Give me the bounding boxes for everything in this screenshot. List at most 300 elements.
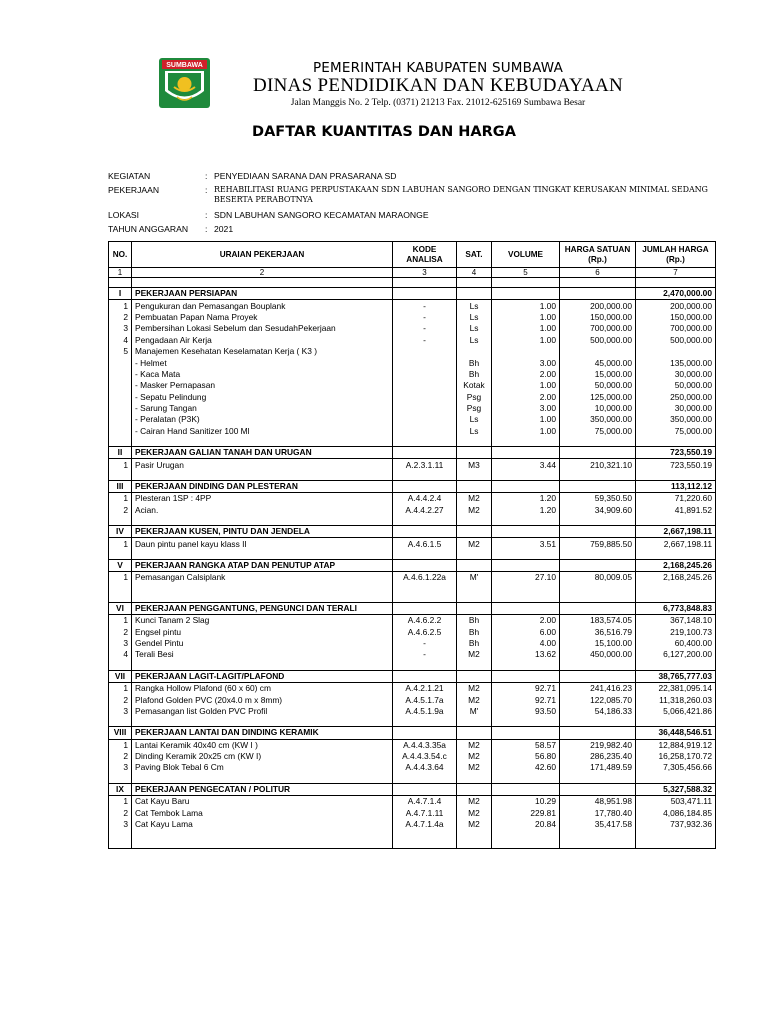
- item-code: A.4.5.1.7a: [393, 694, 457, 705]
- empty-cell: [393, 447, 457, 459]
- empty-cell: [132, 774, 393, 784]
- item-unit-price: 54,186.33: [560, 706, 636, 717]
- empty-cell: [132, 830, 393, 839]
- empty-cell: [457, 727, 492, 739]
- empty-cell: [492, 593, 560, 603]
- empty-cell: [636, 717, 716, 727]
- table-row: [109, 459, 716, 471]
- item-total: 2,667,198.11: [636, 538, 716, 550]
- column-number: 7: [636, 268, 716, 278]
- item-total: 150,000.00: [636, 312, 716, 323]
- item-code: A.4.4.2.27: [393, 505, 457, 516]
- column-header: JUMLAH HARGA (Rp.): [636, 242, 716, 268]
- empty-cell: [132, 717, 393, 727]
- item-description: Manajemen Kesehatan Keselamatan Kerja ( K3 ): [132, 346, 393, 357]
- table-spacer-row: [109, 830, 716, 839]
- column-header: URAIAN PEKERJAAN: [132, 242, 393, 268]
- table-spacer-row: [109, 839, 716, 849]
- table-row: [109, 751, 716, 762]
- item-total: 30,000.00: [636, 369, 716, 380]
- empty-cell: [560, 727, 636, 739]
- item-description: Pembuatan Papan Nama Proyek: [132, 312, 393, 323]
- empty-cell: [492, 559, 560, 571]
- item-code: [393, 403, 457, 414]
- table-header-row: [109, 242, 716, 268]
- section-row: [109, 783, 716, 795]
- empty-cell: [393, 526, 457, 538]
- empty-cell: [560, 516, 636, 526]
- section-row: [109, 602, 716, 614]
- item-volume: 10.29: [492, 796, 560, 808]
- empty-cell: [393, 288, 457, 300]
- table-spacer-row: [109, 516, 716, 526]
- item-number: 3: [109, 706, 132, 717]
- item-volume: 2.00: [492, 369, 560, 380]
- table-row: [109, 638, 716, 649]
- item-total: 367,148.10: [636, 614, 716, 626]
- item-unit-price: 50,000.00: [560, 380, 636, 391]
- item-unit-price: 183,574.05: [560, 614, 636, 626]
- empty-cell: [132, 437, 393, 447]
- item-code: -: [393, 312, 457, 323]
- section-row: [109, 288, 716, 300]
- empty-cell: [636, 471, 716, 481]
- empty-cell: [109, 661, 132, 671]
- section-number: III: [109, 480, 132, 492]
- empty-cell: [457, 593, 492, 603]
- table-row: [109, 346, 716, 357]
- empty-cell: [560, 288, 636, 300]
- item-description: - Masker Pernapasan: [132, 380, 393, 391]
- empty-cell: [636, 437, 716, 447]
- item-unit: Ls: [457, 312, 492, 323]
- item-unit-price: 150,000.00: [560, 312, 636, 323]
- section-row: [109, 526, 716, 538]
- section-total: 2,667,198.11: [636, 526, 716, 538]
- empty-cell: [393, 480, 457, 492]
- empty-cell: [492, 288, 560, 300]
- empty-cell: [492, 278, 560, 288]
- empty-cell: [560, 661, 636, 671]
- table-row: [109, 493, 716, 505]
- empty-cell: [492, 830, 560, 839]
- item-number: [109, 369, 132, 380]
- empty-cell: [492, 839, 560, 849]
- item-volume: 93.50: [492, 706, 560, 717]
- empty-cell: [636, 278, 716, 288]
- table-row: [109, 739, 716, 751]
- empty-cell: [457, 288, 492, 300]
- empty-cell: [109, 550, 132, 560]
- item-unit-price: 48,951.98: [560, 796, 636, 808]
- item-unit: Ls: [457, 414, 492, 425]
- item-unit: M2: [457, 493, 492, 505]
- item-volume: 27.10: [492, 572, 560, 584]
- table-spacer-row: [109, 584, 716, 593]
- item-total: [636, 346, 716, 357]
- item-number: 2: [109, 312, 132, 323]
- info-tahun: [108, 224, 728, 238]
- item-unit-price: 34,909.60: [560, 505, 636, 516]
- column-number: 4: [457, 268, 492, 278]
- item-code: [393, 369, 457, 380]
- item-volume: 1.00: [492, 335, 560, 346]
- empty-cell: [393, 584, 457, 593]
- item-description: Dinding Keramik 20x25 cm (KW I): [132, 751, 393, 762]
- empty-cell: [636, 661, 716, 671]
- table-row: [109, 392, 716, 403]
- empty-cell: [636, 774, 716, 784]
- item-total: 6,127,200.00: [636, 649, 716, 660]
- item-unit: M2: [457, 807, 492, 818]
- empty-cell: [560, 447, 636, 459]
- item-unit: Ls: [457, 323, 492, 334]
- empty-cell: [492, 550, 560, 560]
- empty-cell: [393, 516, 457, 526]
- item-total: 11,318,260.03: [636, 694, 716, 705]
- info-lokasi: [108, 210, 728, 224]
- empty-cell: [636, 584, 716, 593]
- item-total: 7,305,456.66: [636, 762, 716, 773]
- empty-cell: [492, 602, 560, 614]
- table-spacer-row: [109, 278, 716, 288]
- item-volume: 3.51: [492, 538, 560, 550]
- empty-cell: [457, 480, 492, 492]
- item-unit: Bh: [457, 357, 492, 368]
- item-total: 41,891.52: [636, 505, 716, 516]
- item-unit: M2: [457, 819, 492, 830]
- empty-cell: [560, 471, 636, 481]
- project-info: [108, 171, 728, 238]
- table-row: [109, 426, 716, 437]
- item-unit-price: 122,085.70: [560, 694, 636, 705]
- empty-cell: [109, 839, 132, 849]
- empty-cell: [457, 550, 492, 560]
- item-total: 219,100.73: [636, 626, 716, 637]
- info-label: PEKERJAAN: [108, 185, 160, 195]
- item-volume: 229.81: [492, 807, 560, 818]
- empty-cell: [457, 278, 492, 288]
- section-title: PEKERJAAN PENGECATAN / POLITUR: [132, 783, 393, 795]
- agency-address: Jalan Manggis No. 2 Telp. (0371) 21213 Fax. 21012-625169 Sumbawa Besar: [290, 98, 586, 108]
- info-label: KEGIATAN: [108, 171, 151, 181]
- empty-cell: [457, 774, 492, 784]
- empty-cell: [492, 783, 560, 795]
- item-volume: 6.00: [492, 626, 560, 637]
- info-value: 2021: [214, 224, 234, 234]
- empty-cell: [132, 550, 393, 560]
- empty-cell: [560, 839, 636, 849]
- empty-cell: [636, 830, 716, 839]
- section-total: 723,550.19: [636, 447, 716, 459]
- item-code: -: [393, 335, 457, 346]
- item-total: 12,884,919.12: [636, 739, 716, 751]
- item-code: A.4.6.2.2: [393, 614, 457, 626]
- table-row: [109, 694, 716, 705]
- item-total: 75,000.00: [636, 426, 716, 437]
- empty-cell: [636, 516, 716, 526]
- item-number: 1: [109, 572, 132, 584]
- item-number: 2: [109, 807, 132, 818]
- item-number: [109, 414, 132, 425]
- item-volume: 1.00: [492, 426, 560, 437]
- item-code: [393, 357, 457, 368]
- item-unit: Bh: [457, 369, 492, 380]
- empty-cell: [457, 783, 492, 795]
- section-number: VIII: [109, 727, 132, 739]
- empty-cell: [636, 593, 716, 603]
- empty-cell: [132, 584, 393, 593]
- column-header: HARGA SATUAN (Rp.): [560, 242, 636, 268]
- item-total: 5,066,421.86: [636, 706, 716, 717]
- item-unit: Kotak: [457, 380, 492, 391]
- item-volume: 4.00: [492, 638, 560, 649]
- item-unit-price: 35,417.58: [560, 819, 636, 830]
- empty-cell: [560, 480, 636, 492]
- item-total: 2,168,245.26: [636, 572, 716, 584]
- empty-cell: [560, 602, 636, 614]
- item-unit-price: 210,321.10: [560, 459, 636, 471]
- table-spacer-row: [109, 717, 716, 727]
- item-description: Paving Blok Tebal 6 Cm: [132, 762, 393, 773]
- empty-cell: [560, 278, 636, 288]
- table-row: [109, 819, 716, 830]
- column-number: 2: [132, 268, 393, 278]
- item-unit: M2: [457, 505, 492, 516]
- empty-cell: [457, 602, 492, 614]
- table-spacer-row: [109, 550, 716, 560]
- item-code: [393, 346, 457, 357]
- item-volume: 3.00: [492, 403, 560, 414]
- item-unit: Bh: [457, 638, 492, 649]
- info-colon: :: [205, 210, 208, 220]
- column-number: 6: [560, 268, 636, 278]
- table-row: [109, 369, 716, 380]
- item-unit-price: 700,000.00: [560, 323, 636, 334]
- empty-cell: [109, 437, 132, 447]
- item-volume: 42.60: [492, 762, 560, 773]
- item-description: Lantai Keramik 40x40 cm (KW I ): [132, 739, 393, 751]
- table-row: [109, 380, 716, 391]
- item-number: [109, 357, 132, 368]
- empty-cell: [109, 516, 132, 526]
- table-row: [109, 682, 716, 694]
- item-total: 500,000.00: [636, 335, 716, 346]
- table-row: [109, 538, 716, 550]
- empty-cell: [393, 839, 457, 849]
- item-unit: M2: [457, 796, 492, 808]
- empty-cell: [492, 471, 560, 481]
- item-description: Pembersihan Lokasi Sebelum dan SesudahPekerjaan: [132, 323, 393, 334]
- item-code: A.2.3.1.11: [393, 459, 457, 471]
- item-total: 60,400.00: [636, 638, 716, 649]
- item-total: 22,381,095.14: [636, 682, 716, 694]
- empty-cell: [636, 839, 716, 849]
- table-spacer-row: [109, 774, 716, 784]
- section-number: IX: [109, 783, 132, 795]
- section-total: 36,448,546.51: [636, 727, 716, 739]
- item-unit: Psg: [457, 403, 492, 414]
- item-unit-price: 286,235.40: [560, 751, 636, 762]
- empty-cell: [457, 559, 492, 571]
- table-spacer-row: [109, 661, 716, 671]
- item-total: 503,471.11: [636, 796, 716, 808]
- item-unit: M': [457, 572, 492, 584]
- item-unit: Ls: [457, 335, 492, 346]
- section-row: [109, 480, 716, 492]
- empty-cell: [393, 602, 457, 614]
- item-unit-price: 200,000.00: [560, 300, 636, 312]
- section-total: 38,765,777.03: [636, 670, 716, 682]
- table-row: [109, 335, 716, 346]
- item-unit-price: 15,100.00: [560, 638, 636, 649]
- item-unit: M3: [457, 459, 492, 471]
- empty-cell: [132, 661, 393, 671]
- table-row: [109, 312, 716, 323]
- item-volume: 2.00: [492, 392, 560, 403]
- section-row: [109, 447, 716, 459]
- sumbawa-logo: [157, 57, 212, 109]
- empty-cell: [560, 783, 636, 795]
- item-unit-price: 219,982.40: [560, 739, 636, 751]
- item-unit-price: [560, 346, 636, 357]
- item-unit: M2: [457, 682, 492, 694]
- empty-cell: [393, 830, 457, 839]
- empty-cell: [560, 559, 636, 571]
- column-number: 3: [393, 268, 457, 278]
- item-number: 3: [109, 638, 132, 649]
- item-unit: Ls: [457, 426, 492, 437]
- section-title: PEKERJAAN PENGGANTUNG, PENGUNCI DAN TERALI: [132, 602, 393, 614]
- section-total: 2,470,000.00: [636, 288, 716, 300]
- item-number: 2: [109, 694, 132, 705]
- item-unit: M2: [457, 762, 492, 773]
- item-number: 1: [109, 493, 132, 505]
- item-code: [393, 414, 457, 425]
- empty-cell: [393, 783, 457, 795]
- info-value: PENYEDIAAN SARANA DAN PRASARANA SD: [214, 171, 397, 181]
- item-volume: 3.00: [492, 357, 560, 368]
- item-number: [109, 403, 132, 414]
- item-volume: 1.20: [492, 505, 560, 516]
- item-code: -: [393, 649, 457, 660]
- empty-cell: [560, 830, 636, 839]
- table-row: [109, 300, 716, 312]
- section-title: PEKERJAAN DINDING DAN PLESTERAN: [132, 480, 393, 492]
- empty-cell: [492, 516, 560, 526]
- section-row: [109, 727, 716, 739]
- item-number: 1: [109, 538, 132, 550]
- empty-cell: [560, 526, 636, 538]
- item-volume: 20.84: [492, 819, 560, 830]
- item-total: 200,000.00: [636, 300, 716, 312]
- empty-cell: [492, 661, 560, 671]
- info-colon: :: [205, 224, 208, 234]
- item-description: - Kaca Mata: [132, 369, 393, 380]
- empty-cell: [492, 717, 560, 727]
- item-volume: 1.00: [492, 300, 560, 312]
- section-title: PEKERJAAN PERSIAPAN: [132, 288, 393, 300]
- item-number: 2: [109, 626, 132, 637]
- empty-cell: [457, 516, 492, 526]
- item-unit-price: 10,000.00: [560, 403, 636, 414]
- item-code: A.4.4.2.4: [393, 493, 457, 505]
- item-number: 4: [109, 649, 132, 660]
- item-code: A.4.7.1.4a: [393, 819, 457, 830]
- section-title: PEKERJAAN GALIAN TANAH DAN URUGAN: [132, 447, 393, 459]
- table-row: [109, 762, 716, 773]
- info-value: REHABILITASI RUANG PERPUSTAKAAN SDN LABUHAN SANGORO DENGAN TINGKAT KERUSAKAN MINIMAL SEDANG BESERTA PERABOTNYA: [214, 185, 708, 204]
- item-total: 4,086,184.85: [636, 807, 716, 818]
- empty-cell: [457, 437, 492, 447]
- item-number: 1: [109, 682, 132, 694]
- agency-name: DINAS PENDIDIKAN DAN KEBUDAYAAN: [252, 75, 624, 96]
- item-description: Pemasangan list Golden PVC Profil: [132, 706, 393, 717]
- item-description: Pasir Urugan: [132, 459, 393, 471]
- item-total: 737,932.36: [636, 819, 716, 830]
- item-code: A.4.6.1.22a: [393, 572, 457, 584]
- table-row: [109, 614, 716, 626]
- table-row: [109, 414, 716, 425]
- empty-cell: [393, 774, 457, 784]
- column-header: VOLUME: [492, 242, 560, 268]
- item-description: Rangka Hollow Plafond (60 x 60) cm: [132, 682, 393, 694]
- item-description: Engsel pintu: [132, 626, 393, 637]
- item-number: 1: [109, 739, 132, 751]
- item-description: Pengadaan Air Kerja: [132, 335, 393, 346]
- section-title: PEKERJAAN LANTAI DAN DINDING KERAMIK: [132, 727, 393, 739]
- table-row: [109, 572, 716, 584]
- item-number: 4: [109, 335, 132, 346]
- empty-cell: [393, 550, 457, 560]
- item-description: Plafond Golden PVC (20x4.0 m x 8mm): [132, 694, 393, 705]
- item-unit-price: 171,489.59: [560, 762, 636, 773]
- document-title: DAFTAR KUANTITAS DAN HARGA: [252, 124, 516, 140]
- item-description: - Cairan Hand Sanitizer 100 Ml: [132, 426, 393, 437]
- item-description: Plesteran 1SP : 4PP: [132, 493, 393, 505]
- column-header: SAT.: [457, 242, 492, 268]
- table-row: [109, 505, 716, 516]
- item-description: - Helmet: [132, 357, 393, 368]
- item-unit-price: 75,000.00: [560, 426, 636, 437]
- section-title: PEKERJAAN KUSEN, PINTU DAN JENDELA: [132, 526, 393, 538]
- item-number: 5: [109, 346, 132, 357]
- item-unit-price: 450,000.00: [560, 649, 636, 660]
- item-number: [109, 392, 132, 403]
- table-body: [109, 278, 716, 849]
- info-kegiatan: [108, 171, 728, 185]
- item-total: 723,550.19: [636, 459, 716, 471]
- item-description: - Peralatan (P3K): [132, 414, 393, 425]
- empty-cell: [560, 593, 636, 603]
- item-number: 1: [109, 614, 132, 626]
- item-description: Terali Besi: [132, 649, 393, 660]
- empty-cell: [560, 584, 636, 593]
- item-volume: 1.00: [492, 380, 560, 391]
- info-pekerjaan: [108, 185, 728, 210]
- item-volume: 1.00: [492, 312, 560, 323]
- item-unit-price: 241,416.23: [560, 682, 636, 694]
- item-volume: 56.80: [492, 751, 560, 762]
- item-number: 1: [109, 459, 132, 471]
- item-number: 3: [109, 323, 132, 334]
- empty-cell: [109, 278, 132, 288]
- item-unit-price: 59,350.50: [560, 493, 636, 505]
- info-colon: :: [205, 171, 208, 181]
- empty-cell: [492, 670, 560, 682]
- empty-cell: [393, 437, 457, 447]
- section-number: I: [109, 288, 132, 300]
